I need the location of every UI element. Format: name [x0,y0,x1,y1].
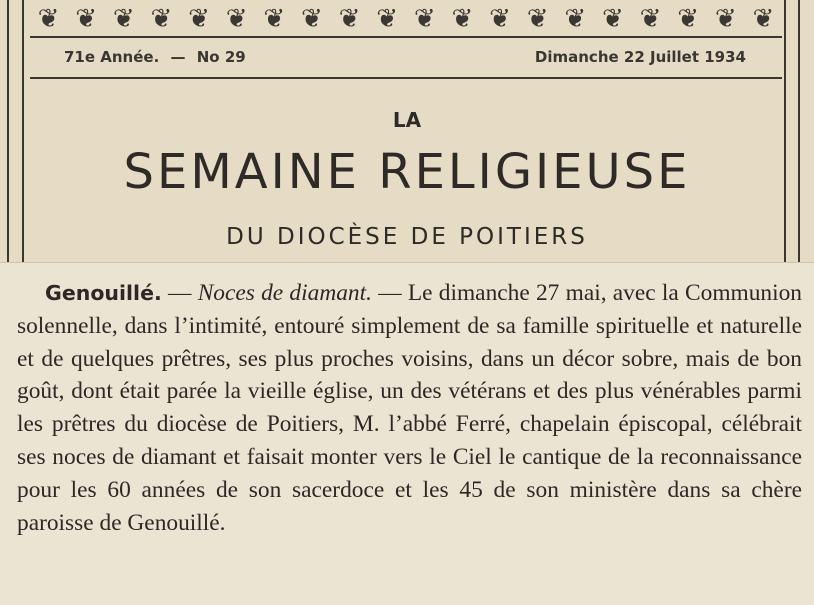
fleuron-ornament-icon: ❦ [263,4,286,34]
article-headline: Noces de diamant. [197,280,372,306]
fleuron-ornament-icon: ❦ [300,4,323,34]
issue-info [64,48,252,66]
fleuron-ornament-icon: ❦ [37,4,60,34]
fleuron-ornament-icon: ❦ [677,4,700,34]
fleuron-ornament-icon: ❦ [489,4,511,34]
fleuron-ornament-icon: ❦ [752,4,775,34]
article-body: Le dimanche 27 mai, avec la Communion solennelle, dans l’intimité, entouré simplement de sa famille spirituelle et naturelle et de quelques prêtres, ses plus proches voisins, dans un décor sobre, mais de bon goût, dont était parée la vieille église, un des vétérans et des plus vénérables parmi les prêtres du diocèse de Poitiers, M. l’abbé Ferré, chapelain épiscopal, célébrait ses noces de diamant et faisait monter vers le Ciel le cantique de la reconnaissance pour les 60 années de son sacerdoce et les 45 de son ministère dans sa chère paroisse de Genouillé. [17,280,802,536]
issue-date: Dimanche 22 Juillet 1934 [534,48,746,66]
fleuron-ornament-icon: ❦ [75,4,98,34]
year-label: 71e Année. [64,48,160,66]
publication-subtitle: DU DIOCÈSE DE POITIERS [226,224,588,250]
article-place: Genouillé. [45,281,162,305]
fleuron-ornament-icon: ❦ [338,4,361,34]
fleuron-ornament-icon: ❦ [225,4,248,34]
fleuron-ornament-icon: ❦ [451,4,474,34]
masthead-article-word: LA [392,108,422,132]
ornament-band [30,2,782,38]
fleuron-ornament-icon: ❦ [564,4,587,34]
fleuron-ornament-icon: ❦ [150,4,173,34]
issue-line [64,48,746,66]
fleuron-ornament-icon: ❦ [188,4,210,34]
issue-rule [30,77,782,79]
article-clipping [0,262,814,605]
fleuron-ornament-icon: ❦ [526,4,549,34]
separator-dash: — [161,280,198,306]
publication-title: SEMAINE RELIGIEUSE [123,144,691,200]
fleuron-ornament-icon: ❦ [639,4,662,34]
dash-separator: — [170,48,186,66]
fleuron-ornament-icon: ❦ [714,4,737,34]
masthead-clipping [0,0,814,262]
fleuron-ornament-icon: ❦ [601,4,624,34]
fleuron-ornament-icon: ❦ [376,4,399,34]
issue-number: No 29 [196,48,246,66]
fleuron-ornament-icon: ❦ [413,4,436,34]
fleuron-ornament-icon: ❦ [112,4,135,34]
article-paragraph [17,277,802,539]
separator-dash: — [371,280,408,306]
